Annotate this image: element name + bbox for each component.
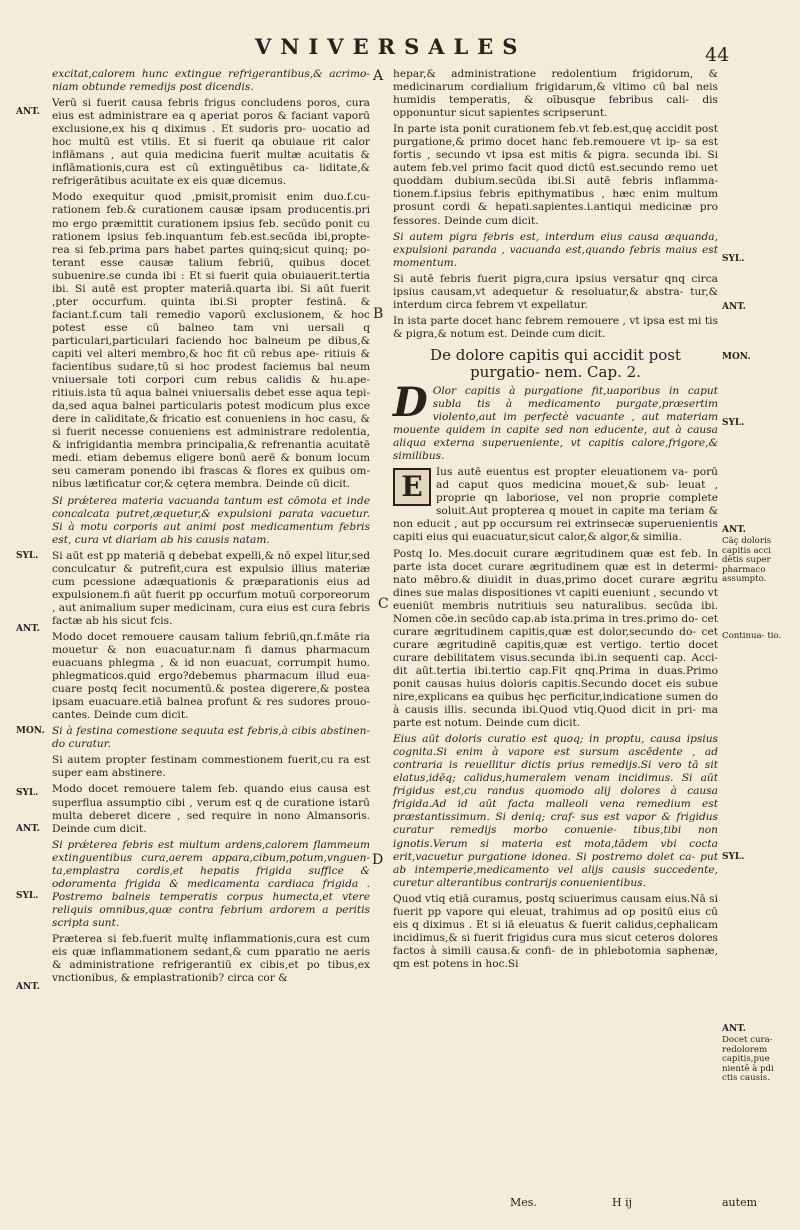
margin-ant: ANT. <box>722 1024 746 1034</box>
margin-syl: SYL. <box>722 418 745 428</box>
signature-mark: Mes. <box>510 1196 537 1209</box>
margin-syl: SYL. <box>722 852 745 862</box>
section-letter-a: A <box>373 68 384 84</box>
paragraph: Si autem propter festinam commestionem fuerit,cu ra est super eam abstinere. <box>52 754 370 780</box>
section-letter-b: B <box>373 306 384 322</box>
paragraph: Præterea si feb.fuerit multę inflammationis,cura est cum eis quæ inflammationem sedant,& cum pparatio ne aeris & administratione refrigerantiū ex cibis,et po tibus,ex vnctionibus, & emplastrationib? circa cor & <box>52 933 370 985</box>
paragraph: Si aūt est pp materiā q debebat expelli,& nō expel litur,sed conculcatur & putrefit,cura est expulsio illius materiæ cum pcessione adæquationis & præparationis eius ad expulsionem.fi aūt fuerit pp occurfum motuū corporeorum , aut animalium super medicinam, cura eius est cura febris factæ ab his sicut fcis. <box>52 549 370 627</box>
folio-number: 44 <box>705 44 730 66</box>
paragraph: Quod vtiq etiā curamus, postq sciuerimus causam eius.Nā si fuerit pp vapore qui eleuat, trahimus ad op positū eius cū eis q diximus . Et si iā eleuatus & fuerit calidus,cephalicam incidimus,& si fuerit frigidus cura mus sicut ceteros dolores factos à simili causa.& confi- de in phlebotomia saphenæ, qm est potens in hoc.Si <box>393 892 718 970</box>
paragraph <box>393 378 718 463</box>
margin-note-cure: Docet cura- redolorem capitis,pue nientē à pdi ctis causis. <box>722 1035 774 1084</box>
margin-mon: MON. <box>722 352 751 362</box>
margin-syl: SYL. <box>16 788 39 798</box>
paragraph: Postq Io. Mes.docuit curare ægritudinem quæ est feb. In parte ista docet curare ægritudinem quæ est in determi- nato mēbro.& diuidit in duas,primo docet curare ægritu dines sue malas dispositiones vt capiti eueniunt , secundo vt eueniūt membris nutritiuis seu naturalibus. secūda ibi. Nomen cōe.in secūdo cap.ab ista.prima in tres.primo do- cet curare ægritudinem capitis,quæ est dolor,secundo do- cet curare ægritudinē capitis,quæ est vertigo. tertio docet curare debilitatem visus.secunda ibi.in sequenti cap. Acci- dit aūt.tertia ibi.tertio cap.Fit qnq.Prima in duas.Primo ponit causas huius doloris capitis.Secundo docet eis subue nire,explicans ea quibus hęc perficitur,indicatione sumen do à causis illis. secunda ibi.Quod vtiq.Quod dicit in pri- ma parte est notum. Deinde cum dicit. <box>393 547 719 730</box>
paragraph: Si autem pigra febris est, interdum eius causa æquanda, expulsioni paranda , vacuanda est,quando febris maius est momentum. <box>393 230 718 269</box>
paragraph: hepar,& administratione redolentium frigidorum, & medicinarum cordialium frigidarum,& vltimo cū bal neis humidis temperatis, & oībusque febribus cali- dis opponuntur sicut sapientes scripserunt. <box>393 68 718 120</box>
paragraph: Modo exequitur quod ,pmisit,promisit enim duo.f.cu- rationem feb.& curationem causæ ipsam producentis.pri mo ergo præmittit curationem ipsius feb. secūdo ponit cu rationem ipsius feb.inquantum feb.est.secūda ibi,propte- rea si feb.prima pars habet partes quinq;sicut quinq; po- terant esse causæ talium febriū, quibus docet subuenire.se cunda ibi : Et si fuerit quia obuiauerit.tertia ibi. Si autē est propter materiā.quarta ibi. Si aūt fuerit ,pter occurfum. quinta ibi.Si propter festinā. & faciant.f.cum tali remedio vaporū exclusionem, & hoc potest esse cū balneo tam vni uersali q particulari,particulari faciendo hoc balneum pe dibus,& capiti vel alteri membro,& hoc fit cū rebus ape- ritiuis & facientibus sudare,tū si hoc prodest faciemus bal neum vniuersale toti corpori cum rebus calidis & hu.ape- ritiuis.ista tū aqua balnei vniuersalis debet esse aqua tepi- da,sed aqua balnei particularis potest modicum plus exce dere in caliditate,& fricatio est conueniens in hoc casu, & si fuerit necesse conueniens est administrare redolentia, & infrigidantia membra principalia,& refrenantia acuitatē medi. etiam debemus eligere bonū aerē & bonum locum seu cameram ponendo ibi frascas & flores ex quibus om- nibus lætificatur cor,& cętera membra. Deinde cū dicit. <box>52 191 370 491</box>
margin-ant: ANT. <box>16 107 40 117</box>
section-letter-c: C <box>378 596 389 612</box>
margin-syl: SYL. <box>16 891 39 901</box>
running-title: VNIVERSALES <box>255 34 527 59</box>
paragraph: Eius aūt doloris curatio est quoq; in proptu, causa ipsius cognita.Si enim à vapore est sursum ascēdente , ad contraria is reuellitur dictis prius remedijs.Si vero tā sit elatus,idēq; calidus,humeralem venam incidimus. Si aūt frigidus est,cu randus quomodo alij dolores à causa frigida.Ad id aūt facta malleoli vena remedium est præstantissimum. Si deniq; craf- sus est vapor & frigidus curatur remedijs morbo conuenie- tibus,tibi non ignotis.Verum si materia est mota,tādem vbi cocta erit,vacuetur purgatione idonea. Si postremo dolet ca- put ab intemperie,medicamento vel alijs causis succedente, curetur alterantibus contrarijs conuenientibus. <box>393 733 718 889</box>
paragraph: Si prǽterea febris est multum ardens,calorem flammeum extinguentibus cura,aerem appara,cibum,potum,vnguen- ta,emplastra cordis,et hepatis frigida suffice & odoramenta frigida & medicamenta cardiaca frigida . Postremo balneis temperatis corpus humecta,et vtere reliquis omnibus,quæ contra febrium ardorem a peritis scripta sunt. <box>52 838 370 929</box>
margin-syl: SYL. <box>722 254 745 264</box>
margin-note-head-pain: Cãç doloris capitis acci dētis super pharmaco assumpto. <box>722 536 772 585</box>
paragraph <box>393 466 718 544</box>
paragraph: excitat,calorem hunc extingue refrigerantibus,& acrimo- niam obtunde remedijs post dicendis. <box>52 68 370 94</box>
chapter-heading: De dolore capitis qui accidit post purgatio- nem. Cap. 2. <box>430 345 681 381</box>
paragraph: In ista parte docet hanc febrem remouere , vt ipsa est mi tis & pigra,& notum est. Deinde cum dicit. <box>393 314 718 340</box>
paragraph-text: Ius autē euentus est propter eleuationem va- porū ad caput quos medicina mouet,& sub- leuat , proprie qn laboriose, vel non proprie complete soluit.Aut propterea q mouet in capite ma teriam & non educit , aut pp occursum rei extrinsecæ superuenientis capiti eius qui euacuatur,sicut calor,& algor,& similia. <box>393 466 718 544</box>
drop-cap: D <box>393 378 428 426</box>
margin-note-continuation: Continua- tio. <box>722 631 782 641</box>
margin-ant: ANT. <box>16 624 40 634</box>
margin-mon: MON. <box>16 726 45 736</box>
paragraph: Modo docet remouere talem feb. quando eius causa est superflua assumptio cibi , verum est q de curatione istarū multa deberet dicere , sed require in nono Almansoris. Deinde cum dicit. <box>52 783 370 835</box>
paragraph: Si à festina comestione sequuta est febris,à cibis abstinen- do curatur. <box>52 725 370 751</box>
section-letter-d: D <box>372 852 384 868</box>
margin-ant: ANT. <box>722 302 746 312</box>
left-column <box>52 68 370 988</box>
paragraph: Si autē febris fuerit pigra,cura ipsius versatur qnq circa ipsius causam,vt adequetur & resoluatur,& abstra- tur,& interdum circa febrem vt expellatur. <box>393 272 718 311</box>
catchword: autem <box>722 1196 758 1209</box>
margin-ant: ANT. <box>16 982 40 992</box>
paragraph: Si prǽterea materia vacuanda tantum est cōmota et inde concalcata putret,æquetur,& expulsioni parata vacuetur. Si à motu corporis aut animi post medicamentum febris est, cura vt diariam ab his causis natam. <box>52 494 370 546</box>
right-column <box>393 68 718 974</box>
margin-syl: SYL. <box>16 551 39 561</box>
gathering-signature: H ij <box>612 1196 633 1209</box>
paragraph: In parte ista ponit curationem feb.vt feb.est,quę accidit post purgatione,& primo docet hanc feb.remouere vt ip- sa est fortis , secundo vt ipsa est mitis & pigra. secunda ibi. Si autem feb.vel primo facit quod dictū est.secundo remo uet quoddam dubium.secūda ibi.Si autē febris inflamma- tionem.f.ipsius febris epithymatibus , hæc enim multum prosunt cordi & hepati.sapientes.i.antiqui medicinæ pro fessores. Deinde cum dicit. <box>393 123 718 227</box>
margin-ant: ANT. <box>16 824 40 834</box>
paragraph: Verū si fuerit causa febris frigus concludens poros, cura eius est administrare ea q aperiat poros & faciant vaporū exclusione,ex his q diximus . Et sudoris pro- uocatio ad hoc multū est vtilis. Et si fuerit qa obuiaue rit calor inflāmans , aut quia medicina fuerit multæ acuitatis & inflāmationis,cura est cū extinguētibus ca- liditate,& refrigerātibus acuitate ex eis quæ dicemus. <box>52 97 370 188</box>
paragraph: Modo docet remouere causam talium febriū,qn.f.māte ria mouetur & non euacuatur.nam fi damus pharmacum euacuans phlegma , & id non euacuat, corrumpit humo. phlegmaticos.quid ergo?debemus pharmacum illud eua- cuare postq fecit nocumentū.& postea digerere,& postea ipsam euacuare.etiā balnea profunt & res sudores prouo- cantes. Deinde cum dicit. <box>52 630 370 722</box>
margin-ant: ANT. <box>722 525 746 535</box>
paragraph-text: Olor capitis à purgatione fit,uaporibus in caput subla tis à medicamento purgate,præsertim violento,aut im perfectè vacuante , aut materiam mouente quidem in capite sed non educente, aut à causa aliqua externa superueniente, vt capitis calore,frigore,& similibus. <box>393 384 718 463</box>
decorated-initial: E <box>393 468 431 506</box>
